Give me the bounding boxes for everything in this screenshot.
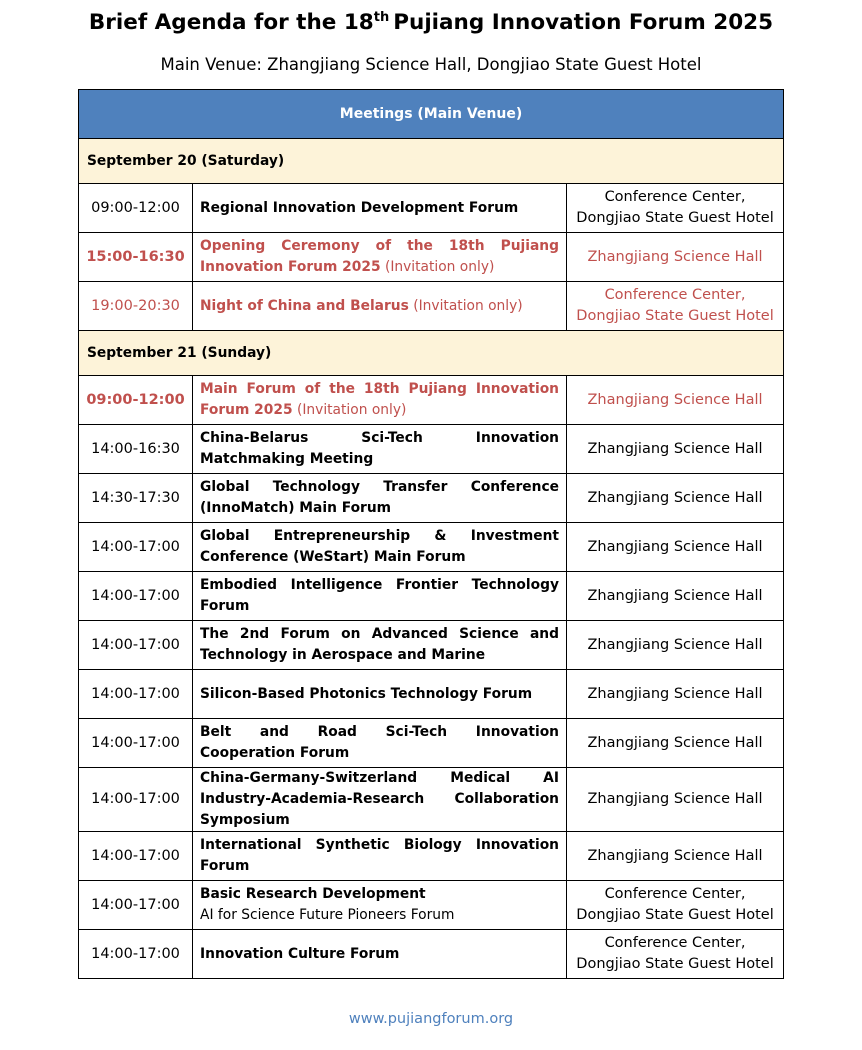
session-event (193, 572, 567, 621)
table-row (79, 881, 784, 930)
session-venue (567, 719, 784, 768)
table-row (79, 670, 784, 719)
event-note: (Invitation only) (384, 259, 495, 275)
session-time: 14:00-17:00 (79, 670, 193, 719)
session-event (193, 719, 567, 768)
session-event (193, 184, 567, 233)
table-row (79, 282, 784, 331)
session-venue (567, 621, 784, 670)
venue-line: Zhangjiang Science Hall (587, 391, 763, 408)
session-time: 14:00-17:00 (79, 621, 193, 670)
event-title: Innovation Culture Forum (200, 945, 400, 962)
table-row (79, 930, 784, 979)
event-note: (Invitation only) (413, 297, 523, 314)
event-title: Global Technology Transfer Conference (InnoMatch) Main Forum (200, 479, 559, 516)
session-venue (567, 376, 784, 425)
table-row (79, 572, 784, 621)
session-venue (567, 184, 784, 233)
page-title (0, 10, 862, 35)
session-event (193, 425, 567, 474)
session-venue (567, 474, 784, 523)
venue-line: Dongjiao State Guest Hotel (576, 956, 774, 972)
table-row (79, 376, 784, 425)
website-link[interactable]: www.pujiangforum.org (348, 1011, 514, 1027)
event-title: Basic Research Development (200, 886, 426, 902)
event-title: Opening Ceremony of the 18th Pujiang Innovation Forum 2025 (200, 238, 559, 275)
session-venue (567, 425, 784, 474)
session-venue (567, 881, 784, 930)
session-event (193, 768, 567, 832)
event-title: Embodied Intelligence Frontier Technology Forum (200, 577, 559, 614)
event-note: (Invitation only) (296, 402, 407, 418)
session-time: 14:00-17:00 (79, 572, 193, 621)
event-title: Global Entrepreneurship & Investment Conference (WeStart) Main Forum (200, 528, 559, 565)
session-venue (567, 572, 784, 621)
venue-line: Conference Center, (604, 287, 746, 303)
event-title: International Synthetic Biology Innovation Forum (200, 837, 559, 874)
event-title: Belt and Road Sci-Tech Innovation Cooperation Forum (200, 724, 559, 761)
session-event (193, 881, 567, 930)
table-row (79, 233, 784, 282)
session-time: 14:00-17:00 (79, 930, 193, 979)
session-time: 09:00-12:00 (79, 184, 193, 233)
session-event (193, 233, 567, 282)
venue-line: Zhangjiang Science Hall (587, 734, 763, 751)
table-row (79, 425, 784, 474)
venue-line: Zhangjiang Science Hall (587, 791, 763, 807)
session-event (193, 376, 567, 425)
session-time: 14:00-17:00 (79, 719, 193, 768)
session-event (193, 523, 567, 572)
venue-line: Zhangjiang Science Hall (587, 685, 763, 702)
event-title: Main Forum of the 18th Pujiang Innovation Forum 2025 (200, 381, 559, 418)
day-header-row (79, 331, 784, 376)
session-event (193, 282, 567, 331)
session-time: 15:00-16:30 (79, 233, 193, 282)
session-time: 19:00-20:30 (79, 282, 193, 331)
agenda-table (78, 89, 784, 979)
venue-line: Zhangjiang Science Hall (587, 587, 763, 604)
venue-line: Dongjiao State Guest Hotel (576, 308, 774, 324)
venue-line: Zhangjiang Science Hall (587, 248, 763, 265)
table-row (79, 523, 784, 572)
day-header-row (79, 139, 784, 184)
event-title: Night of China and Belarus (200, 297, 409, 314)
session-time: 14:00-17:00 (79, 768, 193, 832)
venue-line: Dongjiao State Guest Hotel (576, 907, 774, 923)
venue-line: Conference Center, (604, 886, 746, 902)
session-time: 09:00-12:00 (79, 376, 193, 425)
session-venue (567, 768, 784, 832)
table-row (79, 832, 784, 881)
session-venue (567, 832, 784, 881)
title-main: Brief Agenda for the 18 (88, 10, 374, 35)
session-time: 14:00-16:30 (79, 425, 193, 474)
table-row (79, 621, 784, 670)
table-row (79, 719, 784, 768)
day-label: September 20 (Saturday) (79, 139, 784, 184)
event-title: Regional Innovation Development Forum (200, 199, 519, 216)
session-event (193, 621, 567, 670)
day-label: September 21 (Sunday) (79, 331, 784, 376)
session-venue (567, 670, 784, 719)
table-row (79, 184, 784, 233)
session-event (193, 832, 567, 881)
table-row (79, 474, 784, 523)
session-event (193, 474, 567, 523)
title-rest: Pujiang Innovation Forum 2025 (393, 10, 774, 35)
event-title: China-Belarus Sci-Tech Innovation Matchmaking Meeting (200, 430, 559, 467)
session-venue (567, 233, 784, 282)
venue-line: Zhangjiang Science Hall (587, 847, 763, 864)
event-note: AI for Science Future Pioneers Forum (200, 907, 455, 923)
venue-line: Zhangjiang Science Hall (587, 538, 763, 555)
page-subtitle: Main Venue: Zhangjiang Science Hall, Dongjiao State Guest Hotel (160, 55, 702, 74)
table-header: Meetings (Main Venue) (79, 90, 784, 139)
session-venue (567, 930, 784, 979)
venue-line: Dongjiao State Guest Hotel (576, 210, 774, 226)
event-title: The 2nd Forum on Advanced Science and Technology in Aerospace and Marine (200, 626, 559, 663)
session-venue (567, 523, 784, 572)
venue-line: Zhangjiang Science Hall (587, 489, 763, 506)
session-venue (567, 282, 784, 331)
session-event (193, 930, 567, 979)
title-superscript: th (373, 10, 390, 25)
session-time: 14:30-17:30 (79, 474, 193, 523)
venue-line: Zhangjiang Science Hall (587, 440, 763, 457)
session-time: 14:00-17:00 (79, 832, 193, 881)
event-title: China-Germany-Switzerland Medical AI Industry-Academia-Research Collaboration Symposium (200, 770, 559, 828)
session-event (193, 670, 567, 719)
table-row (79, 768, 784, 832)
session-time: 14:00-17:00 (79, 523, 193, 572)
venue-line: Conference Center, (604, 935, 746, 951)
event-title: Silicon-Based Photonics Technology Forum (200, 685, 533, 702)
session-time: 14:00-17:00 (79, 881, 193, 930)
venue-line: Zhangjiang Science Hall (587, 636, 763, 653)
venue-line: Conference Center, (604, 189, 746, 205)
table-header-row (79, 90, 784, 139)
